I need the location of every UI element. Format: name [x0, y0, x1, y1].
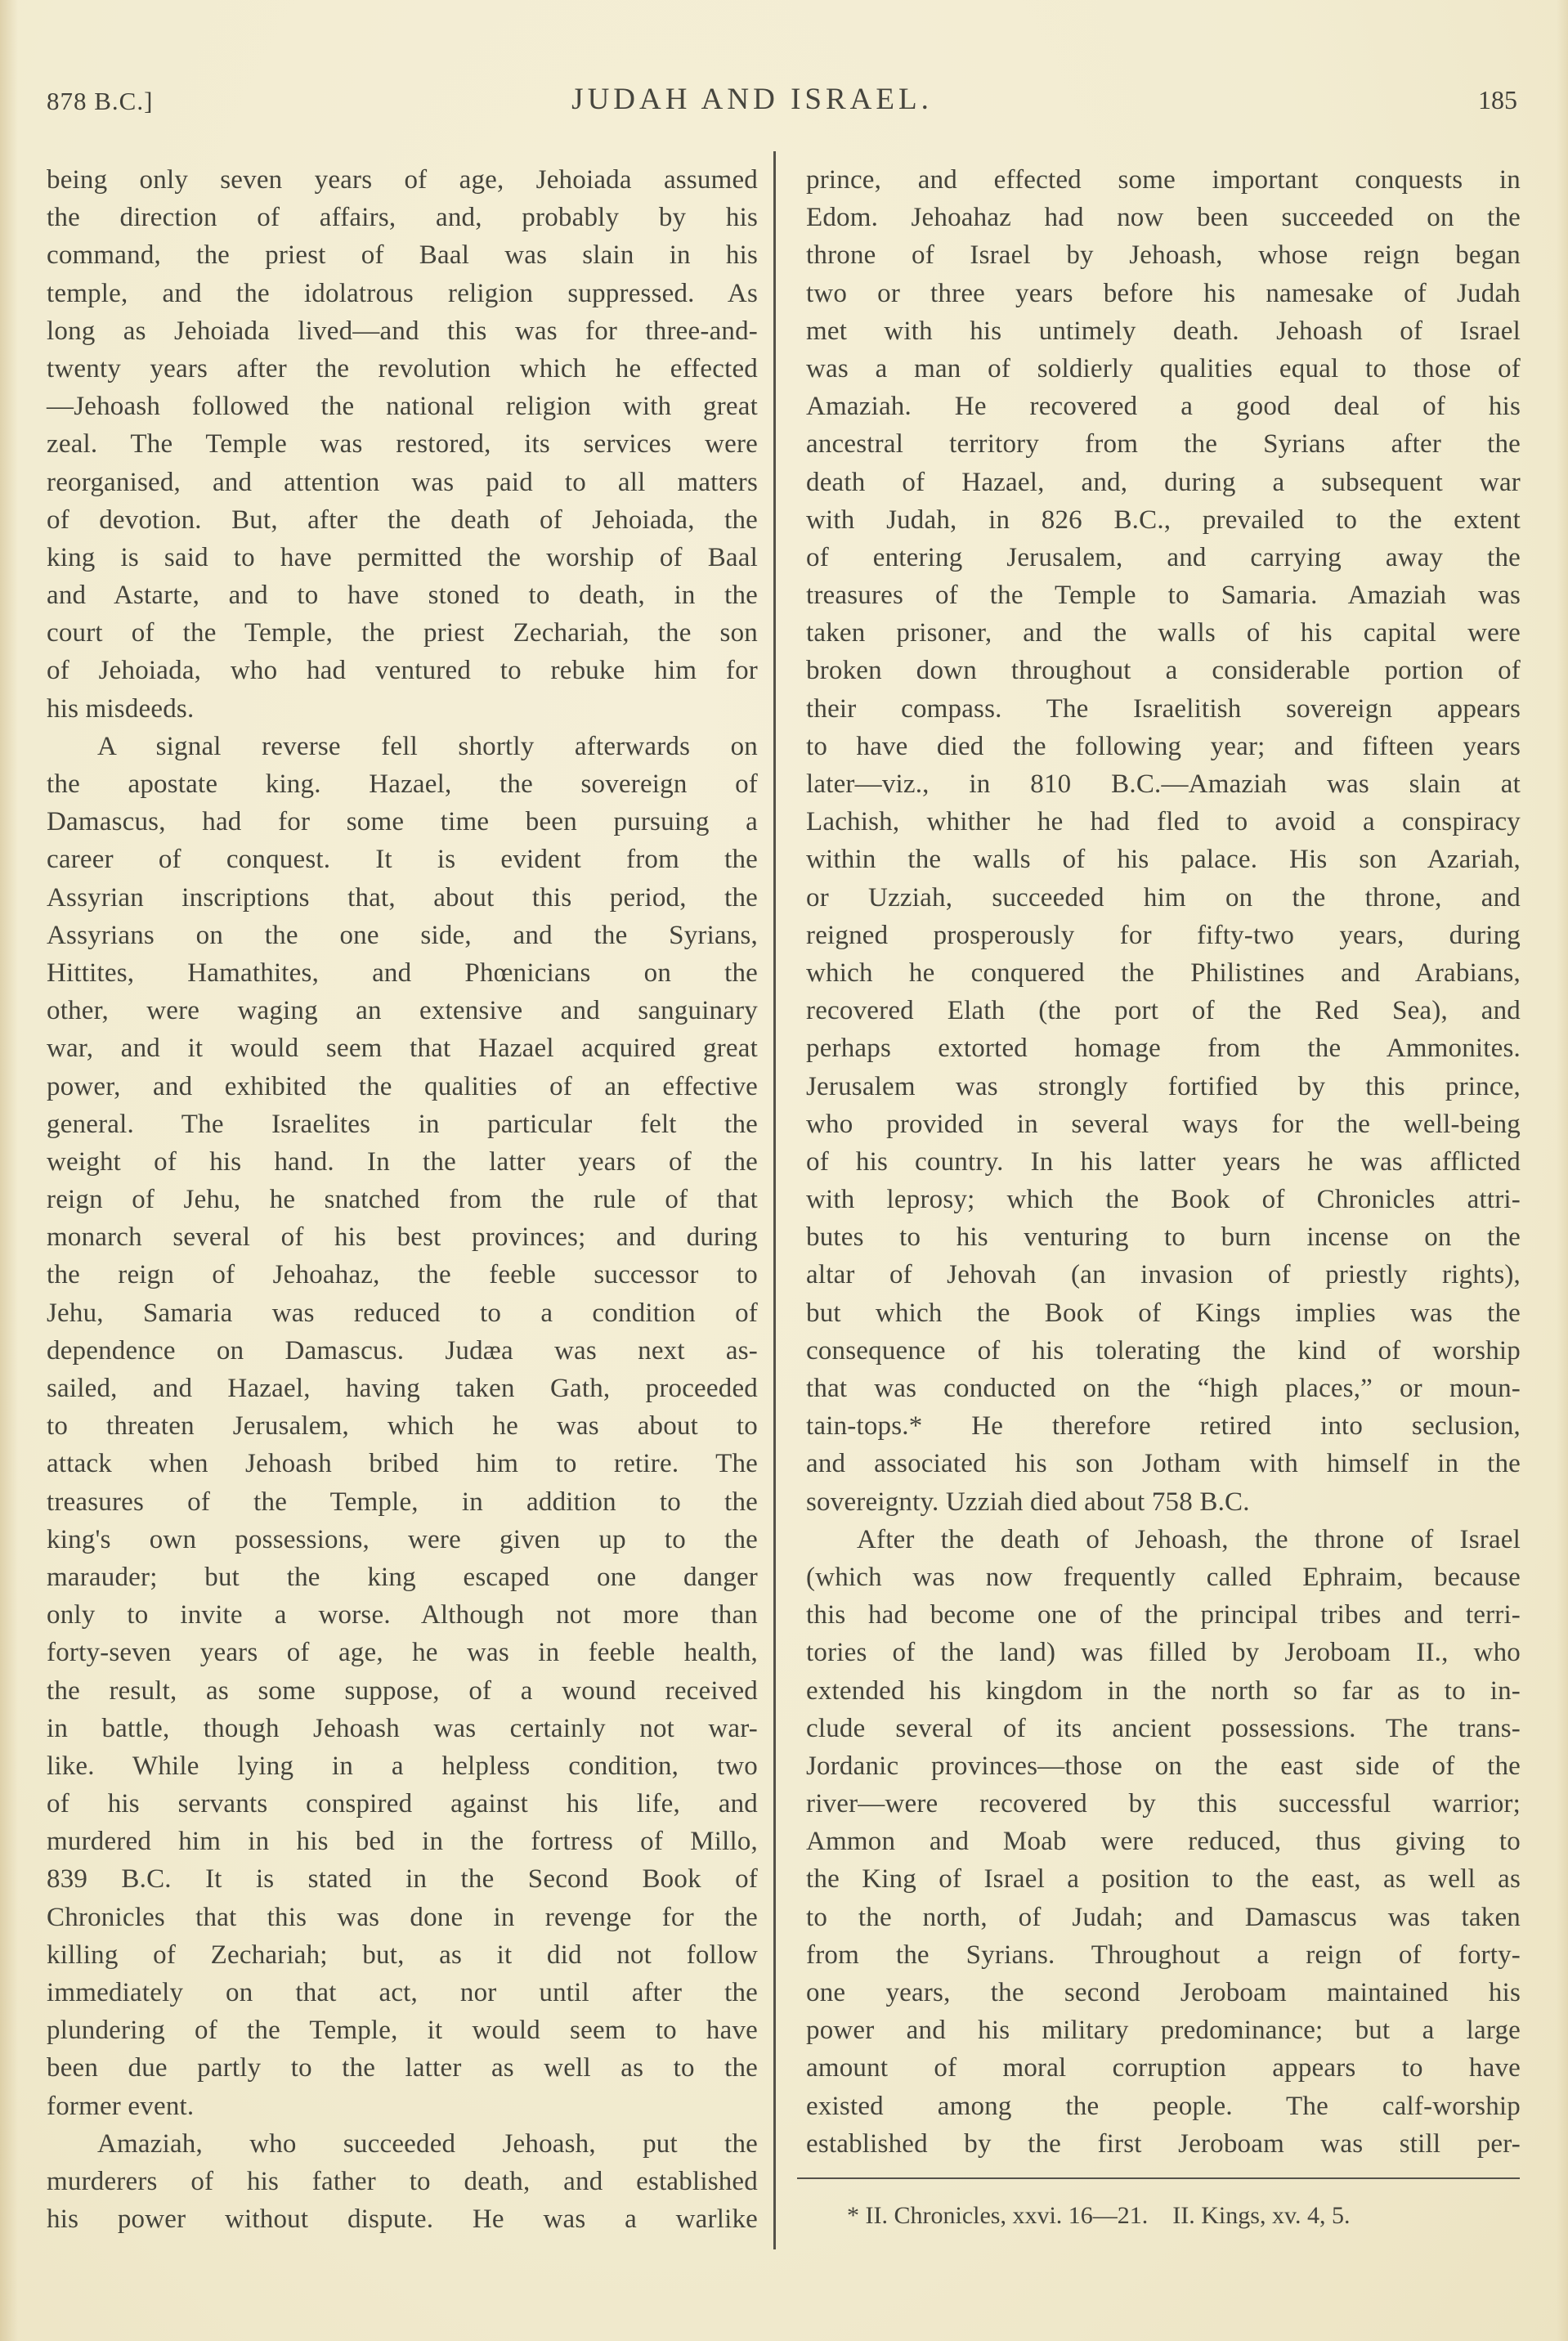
text-line: that was conducted on the “high places,” or moun-: [806, 1374, 1521, 1403]
text-line: power, and exhibited the qualities of an effective: [47, 1071, 758, 1101]
text-line: of devotion. But, after the death of Jehoiada, the: [47, 505, 758, 535]
text-line: which he conquered the Philistines and Arabians,: [806, 957, 1521, 988]
text-line: Amaziah, who succeeded Jehoash, put the: [97, 2128, 758, 2159]
text-line: temple, and the idolatrous religion suppressed. As: [47, 278, 758, 308]
text-line: amount of moral corruption appears to have: [806, 2053, 1521, 2083]
text-line: command, the priest of Baal was slain in his: [47, 240, 758, 271]
right-column: [806, 161, 1521, 2163]
text-line: zeal. The Temple was restored, its services were: [47, 429, 758, 460]
text-line: Jerusalem was strongly fortified by this prince,: [806, 1071, 1521, 1101]
text-line: general. The Israelites in particular felt the: [47, 1109, 758, 1139]
text-line: his power without dispute. He was a warlike: [47, 2204, 758, 2235]
text-line: the reign of Jehoahaz, the feeble successor to: [47, 1260, 758, 1290]
text-line: other, were waging an extensive and sanguinary: [47, 996, 758, 1026]
left-column: [47, 161, 758, 2238]
text-line: with leprosy; which the Book of Chronicles attri-: [806, 1185, 1521, 1215]
text-line: career of conquest. It is evident from the: [47, 845, 758, 875]
text-line: king's own possessions, were given up to the: [47, 1524, 758, 1554]
text-line: Assyrians on the one side, and the Syrians,: [47, 920, 758, 950]
text-line: of his servants conspired against his life, and: [47, 1789, 758, 1819]
text-line: immediately on that act, nor until after the: [47, 1978, 758, 2007]
text-line: of his country. In his latter years he was afflicted: [806, 1146, 1521, 1177]
text-line: or Uzziah, succeeded him on the throne, and: [806, 882, 1521, 913]
text-line: established by the first Jeroboam was still per-: [806, 2128, 1521, 2159]
text-line: like. While lying in a helpless condition, two: [47, 1751, 758, 1781]
text-line: —Jehoash followed the national religion with great: [47, 392, 758, 422]
text-line: the direction of affairs, and, probably by his: [47, 203, 758, 233]
text-line: forty-seven years of age, he was in feeble health,: [47, 1638, 758, 1668]
text-line: former event.: [47, 2091, 195, 2121]
footnote-rule: [797, 2177, 1520, 2179]
text-line: reign of Jehu, he snatched from the rule of that: [47, 1185, 758, 1215]
text-line: Hittites, Hamathites, and Phœnicians on the: [47, 957, 758, 988]
text-line: death of Hazael, and, during a subsequent war: [806, 467, 1521, 497]
text-line: and associated his son Jotham with himself in the: [806, 1449, 1521, 1479]
text-line: one years, the second Jeroboam maintained his: [806, 1978, 1521, 2007]
text-line: A signal reverse fell shortly afterwards on: [97, 731, 758, 761]
text-line: plundering of the Temple, it would seem to have: [47, 2016, 758, 2046]
text-line: two or three years before his namesake of Judah: [806, 278, 1521, 308]
text-line: Damascus, had for some time been pursuing a: [47, 807, 758, 837]
text-line: monarch several of his best provinces; and during: [47, 1222, 758, 1253]
text-line: his misdeeds.: [47, 693, 195, 724]
text-line: was a man of soldierly qualities equal to those of: [806, 353, 1521, 383]
text-line: court of the Temple, the priest Zechariah, the son: [47, 618, 758, 648]
text-line: to the north, of Judah; and Damascus was taken: [806, 1902, 1521, 1932]
text-line: later—viz., in 810 B.C.—Amaziah was slain at: [806, 769, 1521, 799]
text-line: weight of his hand. In the latter years of the: [47, 1146, 758, 1177]
text-line: twenty years after the revolution which he effected: [47, 353, 758, 383]
text-line: in battle, though Jehoash was certainly not war-: [47, 1713, 758, 1743]
text-line: Amaziah. He recovered a good deal of his: [806, 392, 1521, 422]
text-line: 839 B.C. It is stated in the Second Book of: [47, 1864, 758, 1895]
text-line: Assyrian inscriptions that, about this period, the: [47, 882, 758, 913]
text-line: the King of Israel a position to the east, as well as: [806, 1864, 1521, 1895]
text-line: altar of Jehovah (an invasion of priestly rights),: [806, 1260, 1521, 1290]
column-divider-rule: [773, 151, 776, 2249]
text-line: throne of Israel by Jehoash, whose reign began: [806, 240, 1521, 271]
text-line: to have died the following year; and fifteen years: [806, 731, 1521, 761]
text-line: murdered him in his bed in the fortress of Millo,: [47, 1827, 758, 1857]
text-line: met with his untimely death. Jehoash of Israel: [806, 316, 1521, 346]
text-line: prince, and effected some important conquests in: [806, 165, 1521, 195]
text-line: killing of Zechariah; but, as it did not follow: [47, 1940, 758, 1970]
text-line: recovered Elath (the port of the Red Sea), and: [806, 996, 1521, 1026]
text-line: After the death of Jehoash, the throne of Israel: [857, 1524, 1521, 1554]
text-line: treasures of the Temple to Samaria. Amaziah was: [806, 581, 1521, 611]
text-line: being only seven years of age, Jehoiada assumed: [47, 165, 758, 195]
text-line: Jehu, Samaria was reduced to a condition of: [47, 1298, 758, 1328]
text-line: perhaps extorted homage from the Ammonites.: [806, 1034, 1521, 1064]
text-line: but which the Book of Kings implies was the: [806, 1298, 1521, 1328]
footnote-text: * II. Chronicles, xxvi. 16—21. II. Kings, xv. 4, 5.: [847, 2202, 1351, 2229]
text-line: ancestral territory from the Syrians after the: [806, 429, 1521, 460]
text-line: river—were recovered by this successful warrior;: [806, 1789, 1521, 1819]
text-line: murderers of his father to death, and established: [47, 2166, 758, 2196]
text-line: dependence on Damascus. Judæa was next as-: [47, 1335, 758, 1366]
text-line: power and his military predominance; but a large: [806, 2016, 1521, 2046]
text-line: this had become one of the principal tribes and terri-: [806, 1600, 1521, 1630]
text-line: war, and it would seem that Hazael acquired great: [47, 1034, 758, 1064]
text-line: been due partly to the latter as well as to the: [47, 2053, 758, 2083]
header-date: 878 B.C.]: [47, 87, 154, 115]
text-line: who provided in several ways for the well-being: [806, 1109, 1521, 1139]
text-line: with Judah, in 826 B.C., prevailed to the extent: [806, 505, 1521, 535]
text-line: of entering Jerusalem, and carrying away the: [806, 542, 1521, 572]
text-line: the apostate king. Hazael, the sovereign of: [47, 769, 758, 799]
text-line: consequence of his tolerating the kind of worship: [806, 1335, 1521, 1366]
text-line: Jordanic provinces—those on the east side of the: [806, 1751, 1521, 1781]
text-line: reorganised, and attention was paid to all matters: [47, 467, 758, 497]
text-line: sovereignty. Uzziah died about 758 B.C.: [806, 1487, 1250, 1517]
page-title: JUDAH AND ISRAEL.: [571, 83, 933, 116]
text-line: clude several of its ancient possessions. The trans-: [806, 1713, 1521, 1743]
text-line: king is said to have permitted the worship of Baal: [47, 542, 758, 572]
text-line: marauder; but the king escaped one danger: [47, 1562, 758, 1592]
text-line: taken prisoner, and the walls of his capital were: [806, 618, 1521, 648]
text-line: existed among the people. The calf-worship: [806, 2091, 1521, 2121]
text-line: broken down throughout a considerable portion of: [806, 656, 1521, 686]
page-number: 185: [1478, 85, 1517, 114]
text-line: attack when Jehoash bribed him to retire. The: [47, 1449, 758, 1479]
running-header: [0, 82, 1568, 131]
text-line: of Jehoiada, who had ventured to rebuke him for: [47, 656, 758, 686]
text-line: and Astarte, and to have stoned to death, in the: [47, 581, 758, 611]
text-line: Chronicles that this was done in revenge for the: [47, 1902, 758, 1932]
text-line: (which was now frequently called Ephraim, because: [806, 1562, 1521, 1592]
text-line: sailed, and Hazael, having taken Gath, proceeded: [47, 1374, 758, 1403]
text-line: from the Syrians. Throughout a reign of forty-: [806, 1940, 1521, 1970]
text-line: Ammon and Moab were reduced, thus giving to: [806, 1827, 1521, 1857]
text-line: their compass. The Israelitish sovereign appears: [806, 693, 1521, 724]
text-line: treasures of the Temple, in addition to the: [47, 1487, 758, 1517]
text-line: only to invite a worse. Although not more than: [47, 1600, 758, 1630]
text-line: Lachish, whither he had fled to avoid a conspiracy: [806, 807, 1521, 837]
text-line: extended his kingdom in the north so far as to in-: [806, 1675, 1521, 1706]
text-line: Edom. Jehoahaz had now been succeeded on the: [806, 203, 1521, 233]
text-line: reigned prosperously for fifty-two years, during: [806, 920, 1521, 950]
text-line: butes to his venturing to burn incense on the: [806, 1222, 1521, 1253]
text-line: the result, as some suppose, of a wound received: [47, 1675, 758, 1706]
text-line: tain-tops.* He therefore retired into seclusion,: [806, 1411, 1521, 1442]
text-line: tories of the land) was filled by Jeroboam II., who: [806, 1638, 1521, 1668]
text-line: to threaten Jerusalem, which he was about to: [47, 1411, 758, 1442]
text-line: long as Jehoiada lived—and this was for three-and-: [47, 316, 758, 346]
text-line: within the walls of his palace. His son Azariah,: [806, 845, 1521, 875]
